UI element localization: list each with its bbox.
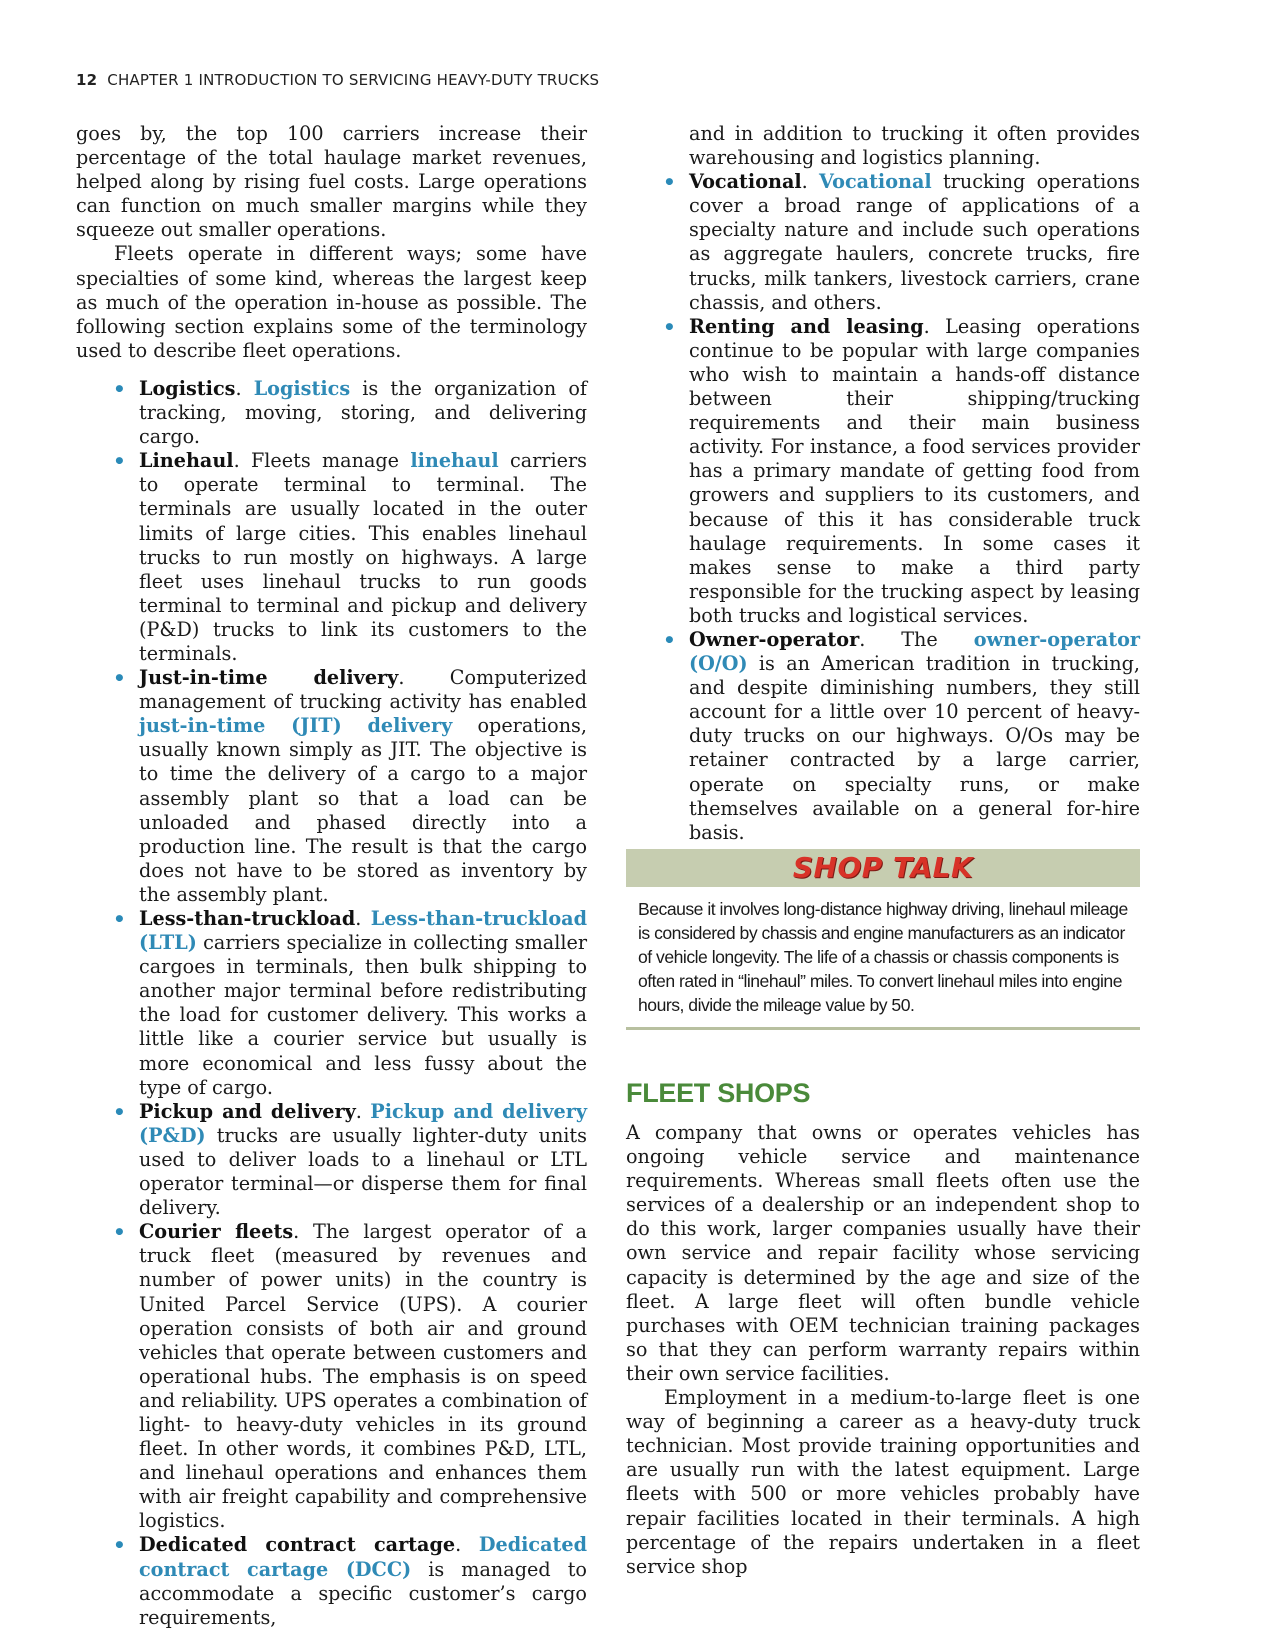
- key-term: Logistics: [253, 376, 351, 400]
- term: Logistics: [139, 376, 236, 400]
- list-item: • Renting and leasing. Leasing operations continue to be popular with large companies who wish to maintain a hands-off distance between their shipping/trucking requirements and their main business activity. For instance, a food services provider has a primary mandate of getting food from growers and suppliers to its customers, and because of this it has considerable truck haulage requirements. In some cases it makes sense to make a third party responsible for the trucking aspect by leasing both trucks and logistical services.: [663, 314, 1141, 627]
- shop-talk-title: SHOP TALK: [792, 851, 974, 884]
- key-term: owner-operator (O/O): [689, 627, 1140, 676]
- shop-talk-text: Because it involves long-distance highway driving, linehaul mileage is considered by chassis and engine manufacturers as an indicator of vehicle longevity. The life of a chassis or chassis components is often rated in “linehaul” miles. To convert linehaul miles into engine hours, divide the mileage value by 50.: [638, 899, 1128, 1015]
- term: Renting and leasing: [689, 314, 924, 338]
- key-term: Less-than-truckload (LTL): [139, 907, 587, 955]
- bullet-icon: •: [663, 314, 676, 339]
- bullet-icon: •: [663, 170, 676, 195]
- term: Pickup and delivery: [139, 1099, 356, 1123]
- bullet-icon: •: [663, 627, 676, 652]
- list-item: • Less-than-truckload. Less-than-truckload (LTL) carriers specialize in collecting smaller cargoes in terminals, then bulk shipping to another major terminal before redistributing the load for customer delivery. This works a little like a courier service but usually is more economical and less fussy about the type of cargo.: [113, 907, 587, 1099]
- list-continuation: and in addition to trucking it often provides warehousing and logistics planning.: [689, 122, 1140, 170]
- bullet-icon: •: [113, 376, 126, 401]
- list-item: • Dedicated contract cartage. Dedicated contract cartage (DCC) is managed to accommodate a specific customer’s cargo requirements,: [113, 1533, 587, 1629]
- list-item: • Linehaul. Fleets manage linehaul carriers to operate terminal to terminal. The terminals are usually located in the outer limits of large cities. This enables linehaul trucks to run mostly on highways. A large fleet uses linehaul trucks to run goods terminal to terminal and pickup and delivery (P&D) trucks to link its customers to the terminals.: [113, 449, 587, 665]
- key-term: Dedicated contract cartage (DCC): [139, 1533, 587, 1581]
- key-term: linehaul: [410, 449, 499, 473]
- bullet-icon: •: [113, 1099, 126, 1124]
- left-column: [76, 122, 587, 1630]
- fleet-types-list-continued: [626, 170, 1140, 845]
- term: Linehaul: [139, 449, 234, 473]
- running-title: CHAPTER 1 INTRODUCTION TO SERVICING HEAVY-DUTY TRUCKS: [107, 71, 600, 89]
- right-column: [626, 122, 1140, 845]
- paragraph: Fleets operate in different ways; some have specialties of some kind, whereas the largest keep as much of the operation in-house as possible. The following section explains some of the terminology used to describe fleet operations.: [76, 242, 587, 362]
- paragraph: A company that owns or operates vehicles has ongoing vehicle service and maintenance requirements. Whereas small fleets often use the services of a dealership or an independent shop to do this work, larger companies usually have their own service and repair facility whose servicing capacity is determined by the age and size of the fleet. A large fleet will often bundle vehicle purchases with OEM technician training packages so that they can perform warranty repairs within their own service facilities.: [626, 1121, 1140, 1385]
- bullet-icon: •: [113, 449, 126, 474]
- bullet-icon: •: [113, 1533, 126, 1558]
- fleet-types-list: [76, 377, 587, 1630]
- term: Owner-operator: [689, 627, 860, 651]
- list-item: • Vocational. Vocational trucking operations cover a broad range of applications of a specialty nature and include such operations as aggregate haulers, concrete trucks, fire trucks, milk tankers, livestock carriers, crane chassis, and others.: [663, 170, 1140, 314]
- key-term: just-in-time (JIT) delivery: [139, 714, 453, 738]
- term: Courier fleets: [139, 1220, 294, 1244]
- term: Vocational: [689, 170, 802, 194]
- bullet-icon: •: [113, 907, 126, 931]
- paragraph: goes by, the top 100 carriers increase their percentage of the total haulage market revenues, helped along by rising fuel costs. Large operations can function on much smaller margins while they squeeze out smaller operations.: [76, 122, 587, 242]
- list-item: • Owner-operator. The owner-operator (O/O) is an American tradition in trucking, and despite diminishing numbers, they still account for a little over 10 percent of heavy-duty trucks on our highways. O/Os may be retainer contracted by a large carrier, operate on specialty runs, or make themselves available on a general for-hire basis.: [663, 627, 1140, 844]
- running-header: [76, 71, 599, 89]
- bullet-icon: •: [113, 666, 126, 691]
- term: Dedicated contract cartage: [139, 1533, 456, 1557]
- bullet-icon: •: [113, 1220, 126, 1245]
- shop-talk-rule: [626, 1027, 1140, 1030]
- page-number: 12: [76, 71, 98, 89]
- key-term: Pickup and delivery (P&D): [139, 1099, 587, 1147]
- paragraph: Employment in a medium-to-large fleet is one way of beginning a career as a heavy-duty truck technician. Most provide training opportunities and are usually run with the latest equipment. Large fleets with 500 or more vehicles probably have repair facilities located in their terminals. A high percentage of the repairs undertaken in a fleet service shop: [626, 1386, 1140, 1578]
- shop-talk-box: [626, 849, 1140, 1030]
- shop-talk-header: [626, 849, 1140, 887]
- list-item: • Logistics. Logistics is the organization of tracking, moving, storing, and delivering cargo.: [113, 376, 587, 449]
- fleet-shops-text: [626, 1121, 1140, 1579]
- list-item: • Just-in-time delivery. Computerized management of trucking activity has enabled just-in-time (JIT) delivery operations, usually known simply as JIT. The objective is to time the delivery of a cargo to a major assembly plant so that a load can be unloaded and phased directly into a production line. The result is that the cargo does not have to be stored as inventory by the assembly plant.: [113, 666, 587, 906]
- term: Just-in-time delivery: [139, 666, 399, 690]
- term: Less-than-truckload: [139, 907, 356, 930]
- list-item: • Pickup and delivery. Pickup and delivery (P&D) trucks are usually lighter-duty units used to deliver loads to a linehaul or LTL operator terminal—or disperse them for final delivery.: [113, 1099, 587, 1220]
- list-item: • Courier fleets. The largest operator of a truck fleet (measured by revenues and number of power units) in the country is United Parcel Service (UPS). A courier operation consists of both air and ground vehicles that operate between customers and operational hubs. The emphasis is on speed and reliability. UPS operates a combination of light- to heavy-duty vehicles in its ground fleet. In other words, it combines P&D, LTL, and linehaul operations and enhances them with air freight capability and comprehensive logistics.: [113, 1220, 587, 1533]
- section-title: FLEET SHOPS: [626, 1078, 811, 1108]
- key-term: Vocational: [819, 170, 932, 194]
